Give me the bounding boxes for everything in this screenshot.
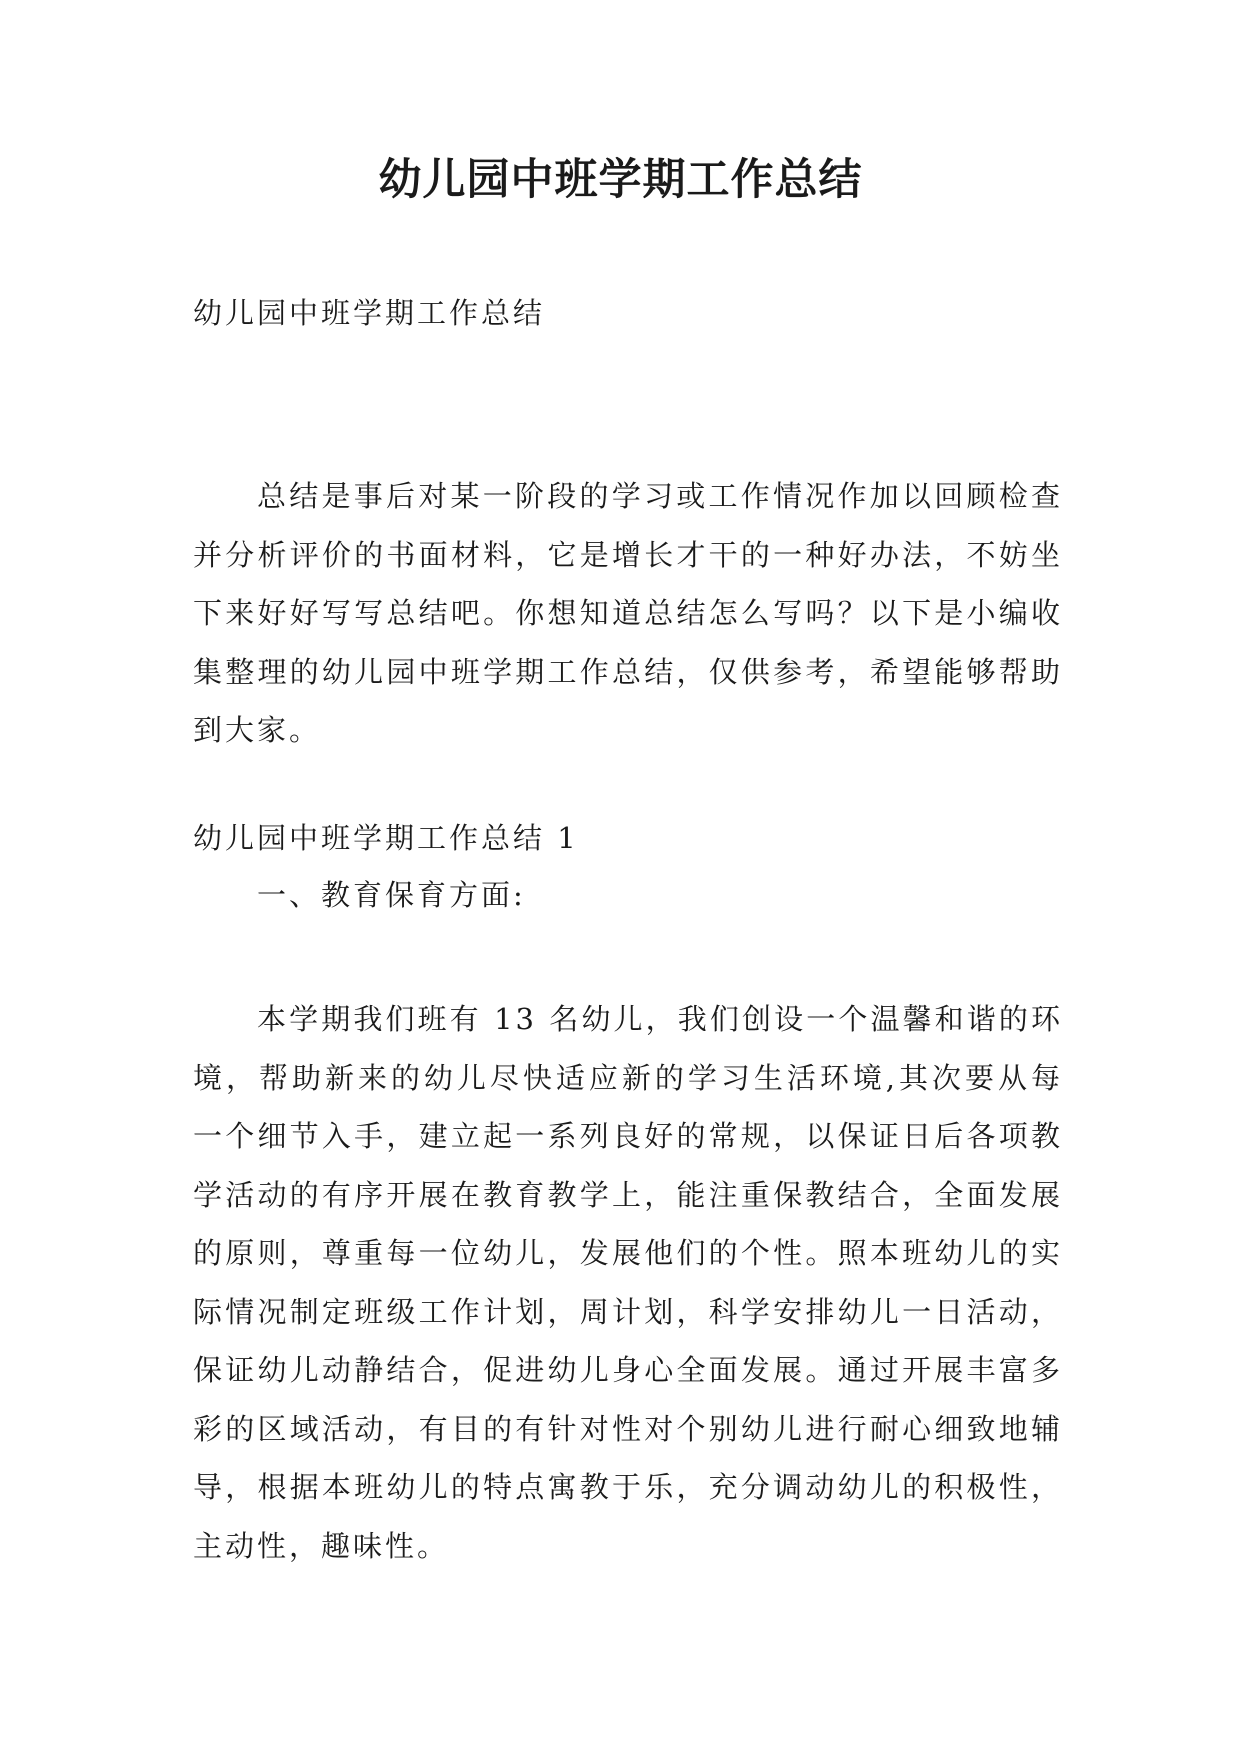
document-subtitle: 幼儿园中班学期工作总结 bbox=[193, 296, 546, 330]
body-paragraph: 本学期我们班有 13 名幼儿，我们创设一个温馨和谐的环境，帮助新来的幼儿尽快适应新的学习生活环境,其次要从每一个细节入手，建立起一系列良好的常规，以保证日后各项教学活动的有序开展在教育教学上，能注重保教结合，全面发展的原则，尊重每一位幼儿，发展他们的个性。照本班幼儿的实际情况制定班级工作计划，周计划，科学安排幼儿一日活动，保证幼儿动静结合，促进幼儿身心全面发展。通过开展丰富多彩的区域活动，有目的有针对性对个别幼儿进行耐心细致地辅导，根据本班幼儿的特点寓教于乐，充分调动幼儿的积极性，主动性，趣味性。 bbox=[193, 1002, 1063, 1563]
section-heading: 幼儿园中班学期工作总结 1 bbox=[193, 821, 579, 855]
intro-paragraph: 总结是事后对某一阶段的学习或工作情况作加以回顾检查并分析评价的书面材料，它是增长才干的一种好办法，不妨坐下来好好写写总结吧。你想知道总结怎么写吗？以下是小编收集整理的幼儿园中班学期工作总结，仅供参考，希望能够帮助到大家。 bbox=[193, 479, 1063, 747]
document-title: 幼儿园中班学期工作总结 bbox=[378, 155, 863, 205]
section-subheading: 一、教育保育方面: bbox=[257, 878, 526, 912]
